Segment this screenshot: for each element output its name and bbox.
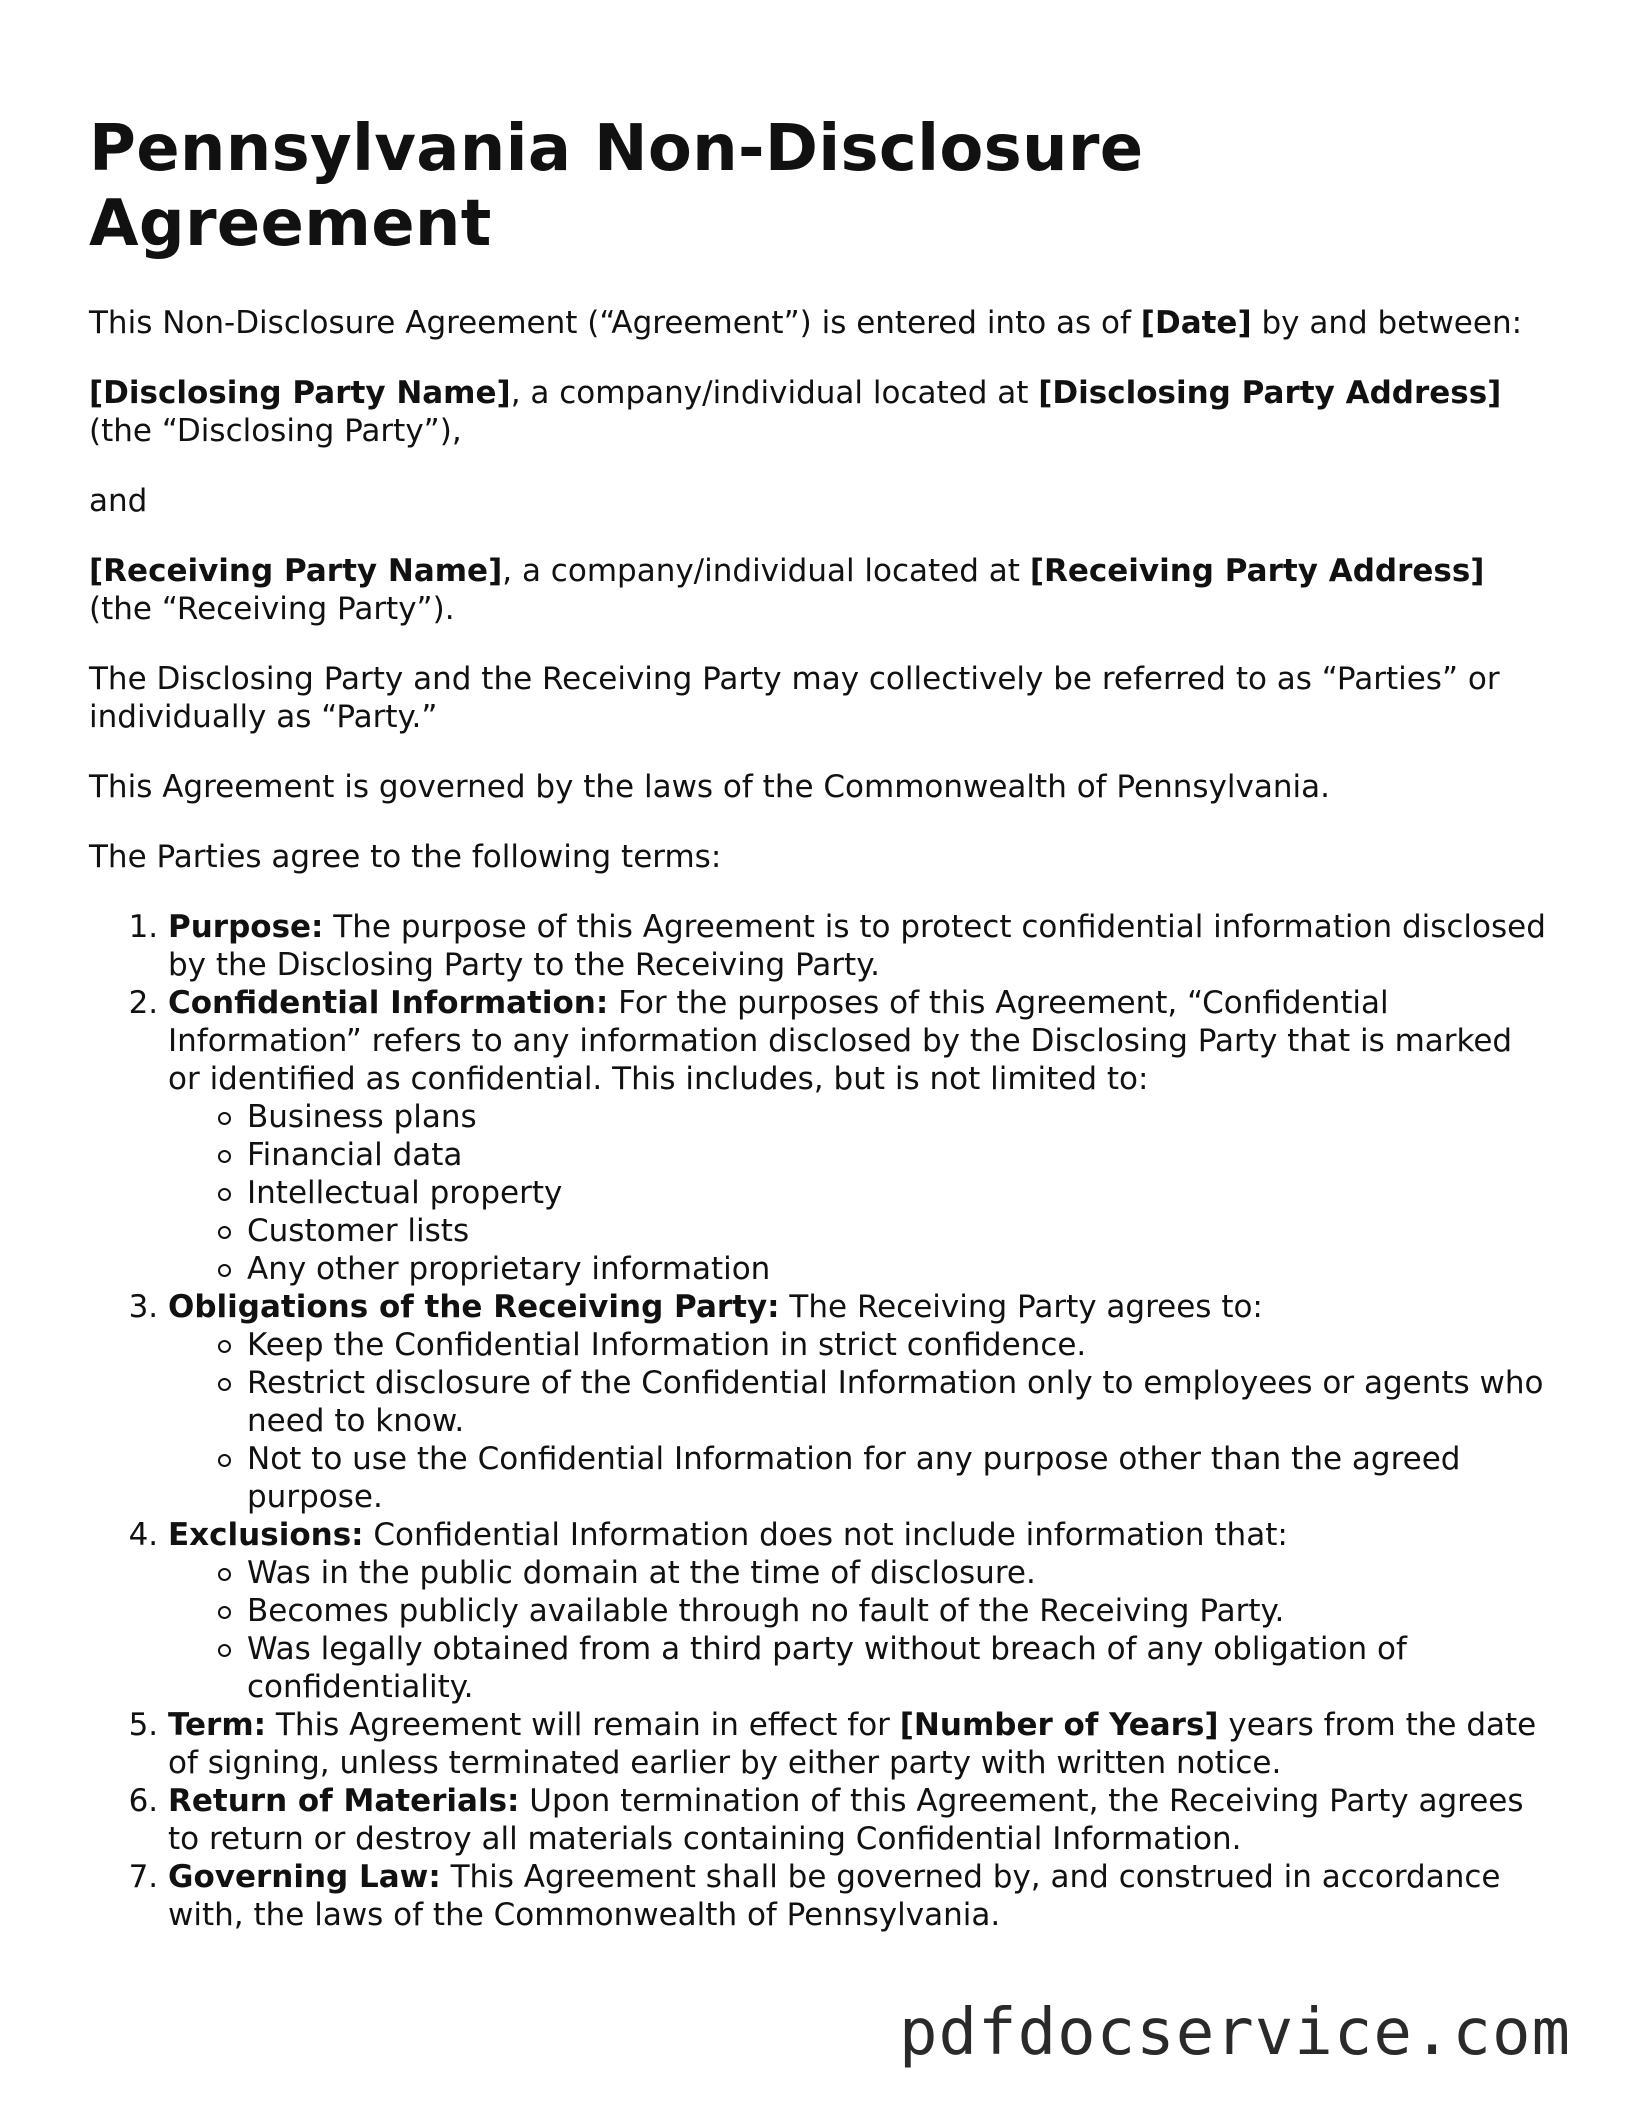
- list-item: Intellectual property: [247, 1174, 1549, 1212]
- term-term: 5. Term: This Agreement will remain in effect for [Number of Years] years from the date of signing, unless terminated earlier by either party with written notice.: [168, 1706, 1549, 1782]
- list-item: Any other proprietary information: [247, 1250, 1549, 1288]
- receiving-party-paragraph: [Receiving Party Name], a company/individual located at [Receiving Party Address] (the “Receiving Party”).: [89, 553, 1485, 627]
- term-return-of-materials: 6. Return of Materials: Upon termination of this Agreement, the Receiving Party agrees to return or destroy all materials containing Confidential Information.: [168, 1782, 1549, 1858]
- document-title: Pennsylvania Non-Disclosure Agreement: [89, 112, 1144, 261]
- watermark: pdfdocservice.com: [898, 1996, 1571, 2070]
- list-item: Customer lists: [247, 1212, 1549, 1250]
- disclosing-party-paragraph: [Disclosing Party Name], a company/individual located at [Disclosing Party Address] (the “Disclosing Party”),: [89, 375, 1502, 449]
- governed-paragraph: This Agreement is governed by the laws of the Commonwealth of Pennsylvania.: [89, 769, 1330, 805]
- exclusions-list: [168, 1554, 1549, 1706]
- confidential-items-list: [168, 1098, 1549, 1288]
- collective-paragraph: The Disclosing Party and the Receiving Party may collectively be referred to as “Parties” or individually as “Party.”: [89, 661, 1500, 735]
- term-purpose: 1. Purpose: The purpose of this Agreement is to protect confidential information disclosed by the Disclosing Party to the Receiving Party.: [168, 908, 1549, 984]
- date-field: [Date]: [1140, 305, 1252, 341]
- term-confidential-information: 2. Confidential Information: For the purposes of this Agreement, “Confidential Information” refers to any information disclosed by the Disclosing Party that is marked or identified as confidential. This includes, but is not limited to: Business plans Financial data Intellectual property Customer lists Any other proprietary information: [168, 984, 1549, 1288]
- list-item: Was legally obtained from a third party without breach of any obligation of confidentiality.: [247, 1630, 1549, 1706]
- and-paragraph: and: [89, 483, 148, 519]
- list-item: Keep the Confidential Information in strict confidence.: [247, 1326, 1549, 1364]
- list-item: Business plans: [247, 1098, 1549, 1136]
- document-page: [89, 112, 1549, 1934]
- term-exclusions: 4. Exclusions: Confidential Information does not include information that: Was in the public domain at the time of disclosure. Becomes publicly available through no fault of the Receiving Party. Was legally obtained from a third party without breach of any obligation of confidentiality.: [168, 1516, 1549, 1706]
- intro-paragraph: This Non-Disclosure Agreement (“Agreement”) is entered into as of [Date] by and between:: [89, 305, 1523, 341]
- terms-list: [89, 908, 1549, 1934]
- term-governing-law: 7. Governing Law: This Agreement shall be governed by, and construed in accordance with, the laws of the Commonwealth of Pennsylvania.: [168, 1858, 1549, 1934]
- receiving-party-name-field: [Receiving Party Name]: [89, 553, 503, 589]
- obligations-list: [168, 1326, 1549, 1516]
- list-item: Restrict disclosure of the Confidential Information only to employees or agents who need to know.: [247, 1364, 1549, 1440]
- term-obligations: 3. Obligations of the Receiving Party: The Receiving Party agrees to: Keep the Confidential Information in strict confidence. Restrict disclosure of the Confidential Information only to employees or agents who need to know. Not to use the Confidential Information for any purpose other than the agreed purpose.: [168, 1288, 1549, 1516]
- list-item: Financial data: [247, 1136, 1549, 1174]
- disclosing-party-address-field: [Disclosing Party Address]: [1038, 375, 1502, 411]
- agree-paragraph: The Parties agree to the following terms:: [89, 839, 722, 875]
- list-item: Was in the public domain at the time of disclosure.: [247, 1554, 1549, 1592]
- disclosing-party-name-field: [Disclosing Party Name]: [89, 375, 511, 411]
- number-of-years-field: [Number of Years]: [899, 1707, 1219, 1743]
- list-item: Not to use the Confidential Information for any purpose other than the agreed purpose.: [247, 1440, 1549, 1516]
- list-item: Becomes publicly available through no fault of the Receiving Party.: [247, 1592, 1549, 1630]
- receiving-party-address-field: [Receiving Party Address]: [1029, 553, 1485, 589]
